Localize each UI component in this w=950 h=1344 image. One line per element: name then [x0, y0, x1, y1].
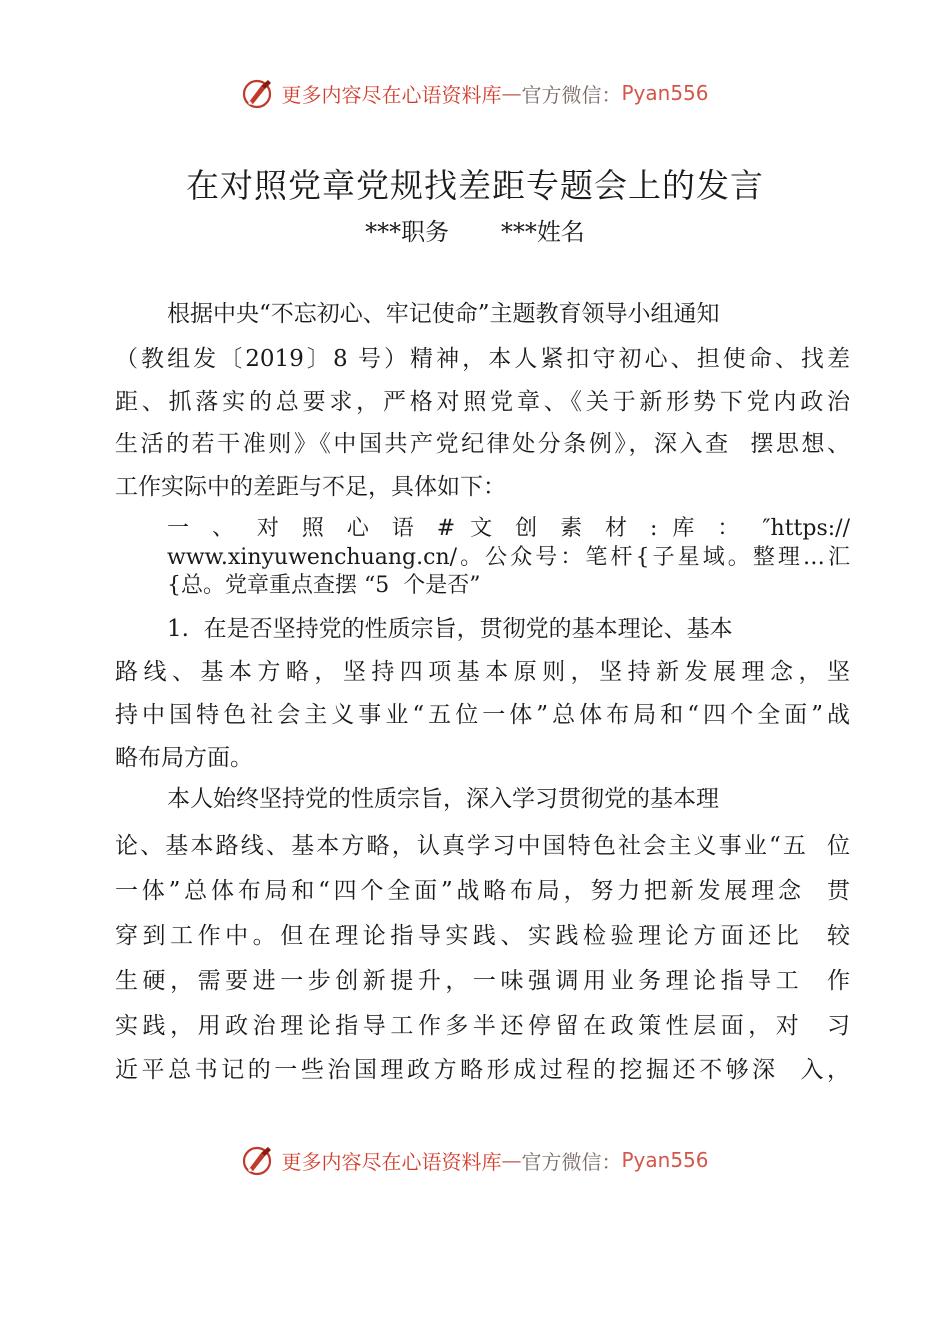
body-line: 本人始终坚持党的性质宗旨，深入学习贯彻党的基本理 [167, 786, 719, 812]
body-line: 论、基本路线、基本方略，认真学习中国特色社会主义事业“五 位 [115, 833, 850, 859]
body-line: 一体”总体布局和“四个全面”战略布局，努力把新发展理念 贯 [115, 878, 850, 904]
author-position: ***职务 [365, 218, 450, 246]
body-line: 生硬，需要进一步创新提升，一味强调用业务理论指导工 作 [115, 968, 850, 994]
body-line: 距、抓落实的总要求，严格对照党章、《关于新形势下党内政治 [115, 389, 850, 415]
banner-wechat-label: 官方微信： [521, 82, 622, 107]
body-line: {总。党章重点查摆 “5 个是否” [167, 573, 481, 598]
banner-text: 更多内容尽在心语资料库 [281, 82, 502, 107]
pen-logo-icon [241, 76, 275, 110]
banner-separator: — [501, 1148, 522, 1172]
body-line: 持中国特色社会主义事业“五位一体”总体布局和“四个全面”战 [115, 702, 850, 728]
pen-logo-icon [241, 1143, 275, 1177]
body-line: www.xinyuwenchuang.cn/。公众号：笔杆{子星域。整理…汇 [167, 545, 850, 570]
body-line: 路线、基本方略，坚持四项基本原则，坚持新发展理念，坚 [115, 659, 850, 685]
body-line: 略布局方面。 [115, 745, 253, 771]
banner-text: 更多内容尽在心语资料库 [281, 1149, 502, 1174]
document-title: 在对照党章党规找差距专题会上的发言 [186, 166, 764, 205]
banner-wechat-label: 官方微信： [521, 1149, 622, 1174]
document-byline [0, 212, 950, 247]
author-name: ***姓名 [500, 218, 585, 246]
body-line: 实践，用政治理论指导工作多半还停留在政策性层面，对 习 [115, 1013, 850, 1039]
banner-wechat-id: Pyan556 [621, 1148, 709, 1172]
body-line: 1. 在是否坚持党的性质宗旨，贯彻党的基本理论、基本 [167, 616, 733, 642]
body-line: 工作实际中的差距与不足，具体如下： [115, 474, 506, 500]
body-line: 穿到工作中。但在理论指导实践、实践检验理论方面还比 较 [115, 923, 850, 949]
banner-wechat-id: Pyan556 [621, 81, 709, 105]
header-banner [0, 73, 950, 113]
body-line: （教组发〔2019〕8 号）精神，本人紧扣守初心、担使命、找差 [115, 346, 850, 372]
body-line: 一 、 对 照 心 语 # 文 创 素 材 : 库 ： ″https:// [167, 516, 850, 541]
body-line: 生活的若干准则》《中国共产党纪律处分条例》，深入查 摆思想、 [115, 431, 850, 457]
footer-banner [0, 1140, 950, 1180]
banner-separator: — [501, 81, 522, 105]
body-line: 近平总书记的一些治国理政方略形成过程的挖掘还不够深 入， [115, 1057, 850, 1083]
body-line: 根据中央“不忘初心、牢记使命”主题教育领导小组通知 [167, 301, 720, 327]
